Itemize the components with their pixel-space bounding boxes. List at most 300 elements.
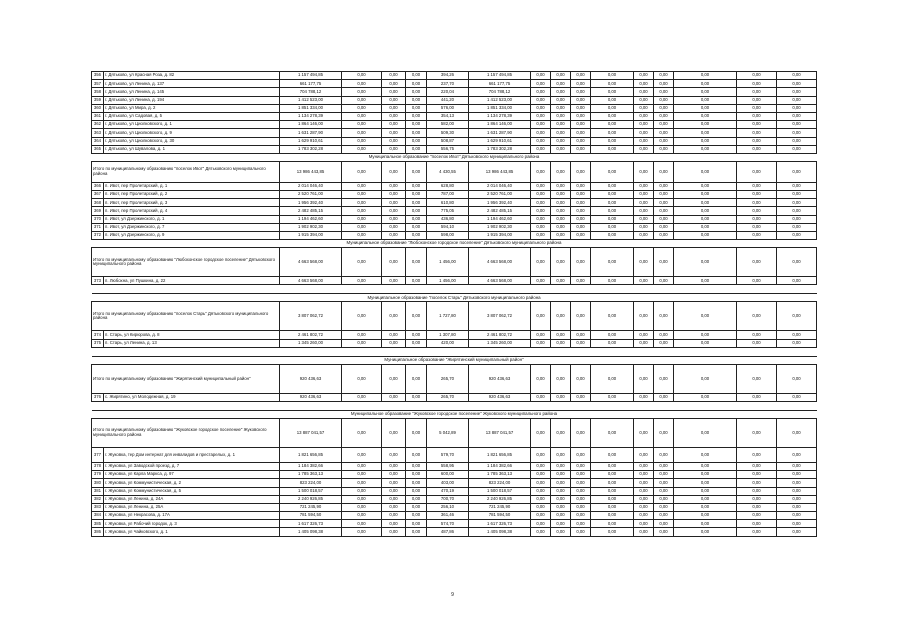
value-cell: 0,00: [591, 182, 634, 190]
address-cell: г. Жуковка, ул Ленина, д. 24А: [104, 495, 280, 503]
value-cell: 0,00: [737, 277, 777, 285]
value-cell: 0,00: [531, 331, 551, 339]
value-cell: 0,00: [591, 277, 634, 285]
value-cell: 1 412 523,00: [469, 96, 531, 104]
value-cell: 0,00: [737, 182, 777, 190]
value-cell: 0,00: [737, 479, 777, 487]
table-row: [92, 121, 817, 129]
value-cell: 0,00: [571, 462, 591, 470]
value-cell: 0,00: [634, 495, 654, 503]
value-cell: 0,00: [531, 121, 551, 129]
address-cell: п. Ивот, ул Дзержинского, д. 9: [104, 232, 280, 240]
subtotal-value: 0,00: [531, 364, 551, 393]
value-cell: 0,00: [342, 129, 382, 137]
value-cell: 582,00: [427, 121, 469, 129]
value-cell: 0,00: [654, 512, 674, 520]
value-cell: 0,00: [382, 471, 406, 479]
value-cell: 0,00: [591, 232, 634, 240]
value-cell: 0,00: [531, 232, 551, 240]
value-cell: 487,86: [427, 528, 469, 536]
value-cell: 0,00: [737, 331, 777, 339]
value-cell: 0,00: [777, 331, 817, 339]
value-cell: 0,00: [737, 199, 777, 207]
value-cell: 0,00: [591, 80, 634, 88]
value-cell: 1 821 656,85: [280, 447, 342, 462]
value-cell: 0,00: [406, 462, 427, 470]
value-cell: 0,00: [654, 277, 674, 285]
value-cell: 0,00: [406, 121, 427, 129]
value-cell: 361,46: [427, 512, 469, 520]
value-cell: 0,00: [674, 137, 737, 145]
value-cell: 0,00: [342, 462, 382, 470]
value-cell: 0,00: [342, 199, 382, 207]
value-cell: 0,00: [777, 232, 817, 240]
subtotal-value: 0,00: [342, 248, 382, 277]
value-cell: 0,00: [737, 339, 777, 347]
value-cell: 1 956 392,40: [469, 199, 531, 207]
value-cell: 0,00: [777, 447, 817, 462]
subtotal-value: 3 807 062,72: [280, 302, 342, 331]
value-cell: 0,00: [674, 520, 737, 528]
value-cell: 0,00: [382, 447, 406, 462]
value-cell: 0,00: [382, 232, 406, 240]
value-cell: 0,00: [531, 339, 551, 347]
value-cell: 628,80: [427, 182, 469, 190]
value-cell: 0,00: [654, 199, 674, 207]
value-cell: 354,13: [427, 112, 469, 120]
value-cell: 0,00: [406, 215, 427, 223]
value-cell: 1 412 523,00: [280, 96, 342, 104]
subtotal-value: 0,00: [382, 161, 406, 182]
value-cell: 0,00: [634, 528, 654, 536]
value-cell: 0,00: [342, 207, 382, 215]
value-cell: 1 631 287,90: [280, 129, 342, 137]
section-title: Муниципальное образование "поселок Ивот" Дятьковского муниципального района: [92, 153, 817, 161]
value-cell: 0,00: [551, 129, 571, 137]
value-cell: 0,00: [571, 277, 591, 285]
value-cell: 0,00: [654, 503, 674, 511]
value-cell: 0,00: [406, 145, 427, 153]
value-cell: 0,00: [634, 72, 654, 80]
value-cell: 0,00: [551, 112, 571, 120]
value-cell: 0,00: [551, 512, 571, 520]
section-header-row: [92, 240, 817, 248]
value-cell: 0,00: [777, 393, 817, 401]
row-number: 370: [92, 215, 104, 223]
value-cell: 220,04: [427, 88, 469, 96]
value-cell: 0,00: [382, 215, 406, 223]
value-cell: 1 629 910,61: [469, 137, 531, 145]
value-cell: 0,00: [406, 88, 427, 96]
value-cell: 0,00: [382, 112, 406, 120]
subtotal-value: 0,00: [342, 302, 382, 331]
value-cell: 0,00: [406, 137, 427, 145]
value-cell: 0,00: [531, 223, 551, 231]
value-cell: 0,00: [591, 88, 634, 96]
value-cell: 0,00: [382, 331, 406, 339]
value-cell: 0,00: [654, 479, 674, 487]
section-header-row: [92, 294, 817, 302]
value-cell: 0,00: [634, 199, 654, 207]
subtotal-value: 0,00: [531, 302, 551, 331]
value-cell: 0,00: [591, 112, 634, 120]
value-cell: 1 134 278,39: [469, 112, 531, 120]
value-cell: 0,00: [531, 72, 551, 80]
subtotal-value: 0,00: [591, 161, 634, 182]
value-cell: 0,00: [531, 182, 551, 190]
address-cell: п. Старь, ул Кирюрова, д. 8: [104, 331, 280, 339]
subtotal-value: 0,00: [406, 248, 427, 277]
subtotal-value: 0,00: [531, 161, 551, 182]
value-cell: 1 157 494,85: [469, 72, 531, 80]
subtotal-value: 0,00: [674, 364, 737, 393]
value-cell: 0,00: [406, 479, 427, 487]
table-row: [92, 503, 817, 511]
subtotal-value: 0,00: [634, 161, 654, 182]
address-cell: г. Жуковка, ул Заводской проезд, д. 7: [104, 462, 280, 470]
value-cell: 0,00: [342, 447, 382, 462]
section-header-row: [92, 410, 817, 418]
value-cell: 0,00: [654, 447, 674, 462]
value-cell: 0,00: [674, 112, 737, 120]
table-row: [92, 207, 817, 215]
value-cell: 0,00: [654, 129, 674, 137]
value-cell: 0,00: [654, 520, 674, 528]
value-cell: 0,00: [591, 129, 634, 137]
value-cell: 1 956 392,40: [280, 199, 342, 207]
value-cell: 0,00: [737, 495, 777, 503]
value-cell: 1 785 363,13: [280, 471, 342, 479]
value-cell: 1 631 287,90: [469, 129, 531, 137]
value-cell: 576,00: [427, 104, 469, 112]
address-cell: г. Жуковка, ул Коммунистическая, д. 2: [104, 479, 280, 487]
value-cell: 0,00: [777, 88, 817, 96]
value-cell: 0,00: [591, 331, 634, 339]
value-cell: 0,00: [342, 520, 382, 528]
value-cell: 0,00: [777, 207, 817, 215]
value-cell: 2 482 485,15: [280, 207, 342, 215]
value-cell: 0,00: [531, 447, 551, 462]
value-cell: 0,00: [342, 393, 382, 401]
value-cell: 0,00: [674, 72, 737, 80]
value-cell: 0,00: [634, 339, 654, 347]
table-row: [92, 520, 817, 528]
value-cell: 0,00: [674, 182, 737, 190]
value-cell: 0,00: [674, 487, 737, 495]
value-cell: 4 663 568,00: [280, 277, 342, 285]
value-cell: 0,00: [342, 121, 382, 129]
subtotal-value: 0,00: [737, 302, 777, 331]
value-cell: 0,00: [737, 512, 777, 520]
value-cell: 0,00: [406, 72, 427, 80]
value-cell: 0,00: [777, 503, 817, 511]
value-cell: 0,00: [571, 207, 591, 215]
value-cell: 0,00: [591, 487, 634, 495]
value-cell: 0,00: [591, 191, 634, 199]
value-cell: 0,00: [737, 487, 777, 495]
value-cell: 0,00: [737, 96, 777, 104]
value-cell: 0,00: [634, 137, 654, 145]
value-cell: 0,00: [406, 495, 427, 503]
value-cell: 1 345 260,00: [469, 339, 531, 347]
value-cell: 0,00: [634, 215, 654, 223]
address-cell: г. Жуковка, ул Рабочий городок, д. 3: [104, 520, 280, 528]
subtotal-value: 13 887 041,57: [469, 418, 531, 447]
subtotal-value: 0,00: [382, 364, 406, 393]
value-cell: 0,00: [382, 528, 406, 536]
value-cell: 574,70: [427, 520, 469, 528]
row-number: 383: [92, 503, 104, 511]
value-cell: 0,00: [777, 72, 817, 80]
value-cell: 0,00: [342, 503, 382, 511]
value-cell: 700,70: [427, 495, 469, 503]
value-cell: 0,00: [777, 462, 817, 470]
value-cell: 0,00: [737, 528, 777, 536]
value-cell: 0,00: [571, 223, 591, 231]
value-cell: 0,00: [777, 471, 817, 479]
value-cell: 0,00: [777, 339, 817, 347]
value-cell: 0,00: [342, 182, 382, 190]
subtotal-value: 0,00: [634, 302, 654, 331]
value-cell: 0,00: [571, 137, 591, 145]
value-cell: 0,00: [737, 88, 777, 96]
value-cell: 1 915 394,00: [469, 232, 531, 240]
row-number: 367: [92, 191, 104, 199]
row-number: 385: [92, 520, 104, 528]
value-cell: 0,00: [551, 96, 571, 104]
value-cell: 0,00: [551, 520, 571, 528]
subtotal-value: 0,00: [551, 364, 571, 393]
subtotal-row: [92, 418, 817, 447]
table-row: [92, 339, 817, 347]
value-cell: 0,00: [571, 503, 591, 511]
value-cell: 1 157 494,85: [280, 72, 342, 80]
value-cell: 0,00: [551, 528, 571, 536]
value-cell: 1 629 910,61: [280, 137, 342, 145]
value-cell: 0,00: [591, 495, 634, 503]
value-cell: 0,00: [551, 339, 571, 347]
value-cell: 0,00: [551, 191, 571, 199]
value-cell: 0,00: [406, 182, 427, 190]
row-number: 379: [92, 471, 104, 479]
subtotal-value: 4 663 568,00: [469, 248, 531, 277]
table-row: [92, 137, 817, 145]
value-cell: 0,00: [777, 182, 817, 190]
subtotal-row: [92, 302, 817, 331]
row-number: 375: [92, 339, 104, 347]
value-cell: 0,00: [531, 191, 551, 199]
value-cell: 0,00: [571, 512, 591, 520]
value-cell: 0,00: [654, 112, 674, 120]
value-cell: 0,00: [654, 137, 674, 145]
value-cell: 0,00: [674, 232, 737, 240]
value-cell: 0,00: [634, 487, 654, 495]
value-cell: 0,00: [777, 487, 817, 495]
value-cell: 0,00: [777, 137, 817, 145]
table-row: [92, 72, 817, 80]
value-cell: 0,00: [737, 471, 777, 479]
value-cell: 598,00: [427, 232, 469, 240]
section-header-row: [92, 153, 817, 161]
row-number: 361: [92, 112, 104, 120]
row-number: 373: [92, 277, 104, 285]
subtotal-value: 0,00: [654, 161, 674, 182]
value-cell: 0,00: [654, 393, 674, 401]
value-cell: 0,00: [531, 512, 551, 520]
value-cell: 0,00: [571, 72, 591, 80]
table-row: [92, 232, 817, 240]
value-cell: 0,00: [571, 199, 591, 207]
value-cell: 0,00: [531, 528, 551, 536]
subtotal-value: 0,00: [634, 418, 654, 447]
value-cell: 0,00: [654, 191, 674, 199]
value-cell: 0,00: [571, 393, 591, 401]
value-cell: 0,00: [342, 145, 382, 153]
value-cell: 0,00: [531, 129, 551, 137]
value-cell: 0,00: [531, 137, 551, 145]
value-cell: 441,20: [427, 96, 469, 104]
subtotal-label: Итого по муниципальному образованию "Любохонское городское поселение" Дятьковского муниципального района: [92, 248, 280, 277]
subtotal-value: 0,00: [737, 364, 777, 393]
subtotal-value: 0,00: [777, 248, 817, 277]
address-cell: п. Ивот, пер Пролетарский, д. 3: [104, 199, 280, 207]
value-cell: 0,00: [654, 331, 674, 339]
address-cell: г. Дятьково, ул Мира, д. 2: [104, 104, 280, 112]
value-cell: 0,00: [571, 104, 591, 112]
value-cell: 0,00: [634, 503, 654, 511]
spacer-cell: [92, 401, 817, 410]
value-cell: 0,00: [406, 223, 427, 231]
value-cell: 0,00: [777, 215, 817, 223]
subtotal-value: 0,00: [654, 302, 674, 331]
value-cell: 0,00: [634, 393, 654, 401]
value-cell: 558,95: [427, 462, 469, 470]
value-cell: 0,00: [551, 393, 571, 401]
value-cell: 0,00: [551, 137, 571, 145]
value-cell: 0,00: [382, 199, 406, 207]
section-title: Муниципальное образование "Жирятинский муниципальный район": [92, 356, 817, 364]
spacer-row: [92, 401, 817, 410]
subtotal-value: 0,00: [571, 248, 591, 277]
value-cell: 0,00: [406, 199, 427, 207]
subtotal-value: 0,00: [382, 418, 406, 447]
value-cell: 0,00: [551, 207, 571, 215]
value-cell: 1 851 334,00: [469, 104, 531, 112]
value-cell: 0,00: [674, 104, 737, 112]
value-cell: 0,00: [551, 121, 571, 129]
spacer-cell: [92, 347, 817, 356]
subtotal-value: 0,00: [654, 248, 674, 277]
value-cell: 0,00: [654, 339, 674, 347]
value-cell: 0,00: [777, 104, 817, 112]
value-cell: 0,00: [591, 223, 634, 231]
value-cell: 2 240 926,85: [469, 495, 531, 503]
value-cell: 0,00: [777, 520, 817, 528]
value-cell: 0,00: [342, 96, 382, 104]
value-cell: 0,00: [551, 232, 571, 240]
value-cell: 0,00: [342, 112, 382, 120]
value-cell: 0,00: [654, 145, 674, 153]
value-cell: 0,00: [342, 137, 382, 145]
value-cell: 0,00: [591, 145, 634, 153]
value-cell: 0,00: [531, 215, 551, 223]
address-cell: г. Дятьково, ул Циолковского, д. 30: [104, 137, 280, 145]
value-cell: 2 014 046,40: [280, 182, 342, 190]
value-cell: 0,00: [777, 199, 817, 207]
subtotal-label: Итого по муниципальному образованию "Жуковское городское поселение" Жуковского муниципального района: [92, 418, 280, 447]
value-cell: 0,00: [591, 96, 634, 104]
value-cell: 1 617 326,73: [469, 520, 531, 528]
row-number: 377: [92, 447, 104, 462]
table-row: [92, 528, 817, 536]
value-cell: 0,00: [406, 393, 427, 401]
address-cell: п. Ивот, ул Дзержинского, д. 7: [104, 223, 280, 231]
value-cell: 0,00: [737, 207, 777, 215]
row-number: 356: [92, 72, 104, 80]
value-cell: 920 436,63: [280, 393, 342, 401]
value-cell: 0,00: [634, 96, 654, 104]
subtotal-row: [92, 248, 817, 277]
table-row: [92, 447, 817, 462]
subtotal-value: 0,00: [777, 161, 817, 182]
housing-fund-table: [91, 71, 817, 537]
table-row: [92, 462, 817, 470]
value-cell: 721 245,90: [469, 503, 531, 511]
subtotal-value: 0,00: [406, 364, 427, 393]
value-cell: 0,00: [531, 145, 551, 153]
subtotal-value: 0,00: [571, 364, 591, 393]
value-cell: 0,00: [654, 72, 674, 80]
value-cell: 0,00: [531, 393, 551, 401]
value-cell: 781 594,50: [280, 512, 342, 520]
value-cell: 0,00: [737, 393, 777, 401]
subtotal-value: 0,00: [551, 161, 571, 182]
row-number: 359: [92, 96, 104, 104]
value-cell: 0,00: [406, 96, 427, 104]
value-cell: 0,00: [634, 479, 654, 487]
section-title: Муниципальное образование "Жуковское городское поселение" Жуковского муниципального района: [92, 410, 817, 418]
value-cell: 0,00: [342, 191, 382, 199]
address-cell: г. Жуковка, ул Чайковского, д. 1: [104, 528, 280, 536]
value-cell: 237,70: [427, 80, 469, 88]
value-cell: 0,00: [591, 215, 634, 223]
address-cell: г. Дятьково, ул Красная Роза, д. 82: [104, 72, 280, 80]
value-cell: 0,00: [382, 121, 406, 129]
subtotal-value: 0,00: [551, 302, 571, 331]
value-cell: 0,00: [737, 215, 777, 223]
value-cell: 0,00: [737, 104, 777, 112]
value-cell: 0,00: [674, 447, 737, 462]
table-row: [92, 277, 817, 285]
value-cell: 0,00: [674, 393, 737, 401]
value-cell: 0,00: [531, 277, 551, 285]
value-cell: 0,00: [531, 104, 551, 112]
value-cell: 781 594,50: [469, 512, 531, 520]
value-cell: 0,00: [634, 129, 654, 137]
value-cell: 1 194 462,60: [469, 215, 531, 223]
value-cell: 0,00: [551, 145, 571, 153]
subtotal-value: 0,00: [737, 248, 777, 277]
value-cell: 0,00: [777, 191, 817, 199]
value-cell: 920 436,63: [469, 393, 531, 401]
subtotal-value: 0,00: [571, 418, 591, 447]
value-cell: 0,00: [406, 512, 427, 520]
value-cell: 0,00: [551, 487, 571, 495]
value-cell: 0,00: [342, 339, 382, 347]
subtotal-value: 0,00: [777, 418, 817, 447]
value-cell: 0,00: [406, 339, 427, 347]
value-cell: 0,00: [406, 104, 427, 112]
